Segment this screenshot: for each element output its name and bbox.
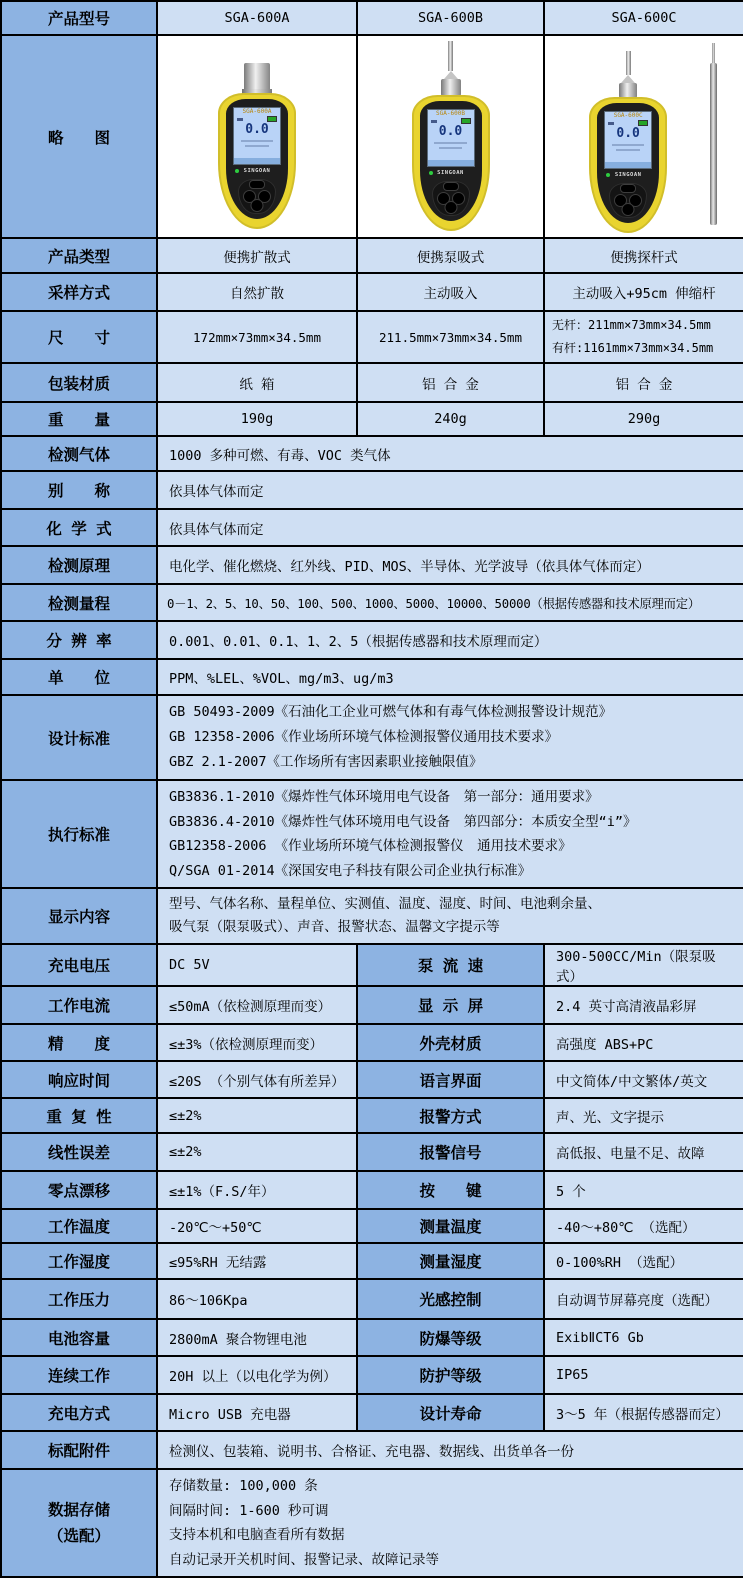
menu-button — [249, 180, 265, 189]
cell-value: 依具体气体而定 — [157, 509, 743, 546]
table-row — [1, 1394, 743, 1431]
cell-value: 0－1、2、5、10、50、100、500、1000、5000、10000、50000（根据传感器和技术原理而定） — [157, 584, 743, 621]
cell-value: 300-500CC/Min（限泵吸式） — [544, 944, 743, 986]
cell-value — [157, 780, 743, 888]
table-row — [1, 584, 743, 621]
table-row — [1, 888, 743, 944]
row-label: 标配附件 — [1, 1431, 157, 1469]
menu-button — [443, 182, 459, 191]
table-row — [1, 1024, 743, 1061]
standard-line: GB 50493-2009《石油化工企业可燃气体和有毒气体检测报警设计规范》 — [169, 704, 613, 720]
sensor-cap — [441, 79, 461, 96]
cell-value: 20H 以上（以电化学为例） — [157, 1356, 357, 1394]
row-label-line: 数据存储 — [47, 1501, 110, 1519]
table-row — [1, 695, 743, 780]
device-body — [412, 95, 490, 231]
cell-value: 高低报、电量不足、故障 — [544, 1133, 743, 1171]
row-label: 外壳材质 — [357, 1024, 544, 1061]
row-label: 泵 流 速 — [357, 944, 544, 986]
screen-reading: 0.0 — [438, 124, 463, 139]
cell-value: 240g — [357, 402, 544, 436]
table-row — [1, 471, 743, 509]
row-label — [1, 1469, 157, 1577]
row-label: 充电电压 — [1, 944, 157, 986]
cell-value: 2800mA 聚合物锂电池 — [157, 1319, 357, 1356]
cell-value — [544, 311, 743, 363]
cell-value: 检测仪、包装箱、说明书、合格证、充电器、数据线、出货单各一份 — [157, 1431, 743, 1469]
cell-value: 2.4 英寸高清液晶彩屏 — [544, 986, 743, 1024]
table-row — [1, 1171, 743, 1209]
row-label: 单 位 — [1, 659, 157, 695]
row-label: 电池容量 — [1, 1319, 157, 1356]
cell-value: 便携探杆式 — [544, 238, 743, 273]
cell-value: 3～5 年（根据传感器而定） — [544, 1394, 743, 1431]
enter-button — [622, 203, 635, 216]
cell-value — [157, 888, 743, 944]
device-face — [420, 101, 482, 221]
cell-value: ExibⅡCT6 Gb — [544, 1319, 743, 1356]
standard-line: GB12358-2006 《作业场所环境气体检测报警仪 通用技术要求》 — [169, 838, 572, 854]
cell-value: 190g — [157, 402, 357, 436]
screen-info-line — [434, 142, 466, 144]
pump-probe — [448, 41, 453, 71]
table-row — [1, 1243, 743, 1279]
table-row — [1, 1209, 743, 1243]
cell-value: 声、光、文字提示 — [544, 1098, 743, 1133]
row-label: 化 学 式 — [1, 509, 157, 546]
row-label: 重 复 性 — [1, 1098, 157, 1133]
cell-value — [157, 695, 743, 780]
table-row — [1, 1431, 743, 1469]
cell-value: -40～+80℃ （选配） — [544, 1209, 743, 1243]
keypad — [432, 181, 470, 216]
cell-value: 0-100%RH （选配） — [544, 1243, 743, 1279]
table-row — [1, 659, 743, 695]
cell-value: ≤50mA（依检测原理而变） — [157, 986, 357, 1024]
product-photo-cell-a — [157, 35, 357, 238]
model-name-a: SGA-600A — [157, 1, 357, 35]
device-screen — [427, 109, 475, 167]
cell-value: PPM、%LEL、%VOL、mg/m3、ug/m3 — [157, 659, 743, 695]
row-label: 报警方式 — [357, 1098, 544, 1133]
table-row — [1, 1061, 743, 1098]
header-label: 产品型号 — [1, 1, 157, 35]
screen-statusbar — [605, 162, 651, 168]
sensor-cap — [619, 83, 637, 98]
cell-value: 5 个 — [544, 1171, 743, 1209]
dimension-line: 无杆：211mm×73mm×34.5mm — [552, 318, 711, 332]
cell-value: 自然扩散 — [157, 273, 357, 311]
cell-value: 86～106Kpa — [157, 1279, 357, 1319]
row-label: 检测原理 — [1, 546, 157, 584]
cell-value: ≤±3%（依检测原理而变） — [157, 1024, 357, 1061]
device-illustration-sga-600b — [358, 37, 543, 236]
screen-info-line — [612, 144, 644, 146]
row-label-line: （选配） — [47, 1527, 110, 1545]
table-row — [1, 238, 743, 273]
row-label: 线性误差 — [1, 1133, 157, 1171]
enter-button — [251, 199, 264, 212]
table-row — [1, 1098, 743, 1133]
standard-line: GB3836.4-2010《爆炸性气体环境用电气设备 第四部分：本质安全型“i”》 — [169, 813, 637, 830]
device-body — [218, 93, 296, 229]
cell-value: ≤95%RH 无结露 — [157, 1243, 357, 1279]
row-label: 工作电流 — [1, 986, 157, 1024]
cell-value: ≤20S （个别气体有所差异） — [157, 1061, 357, 1098]
screen-reading: 0.0 — [616, 126, 640, 141]
row-label: 显示内容 — [1, 888, 157, 944]
enter-button — [444, 201, 457, 214]
cell-value: 290g — [544, 402, 743, 436]
probe-cone — [444, 71, 458, 79]
standard-line: GBZ 2.1-2007《工作场所有害因素职业接触限值》 — [169, 754, 483, 770]
row-label: 精 度 — [1, 1024, 157, 1061]
cell-value: 便携扩散式 — [157, 238, 357, 273]
table-row — [1, 1279, 743, 1319]
row-label: 重 量 — [1, 402, 157, 436]
table-row — [1, 1469, 743, 1577]
screen-info-line — [616, 149, 640, 151]
power-led — [235, 169, 239, 173]
device-face — [226, 99, 288, 219]
table-row — [1, 1319, 743, 1356]
cell-value: Micro USB 充电器 — [157, 1394, 357, 1431]
display-line: 型号、气体名称、量程单位、实测值、温度、湿度、时间、电池剩余量、 — [169, 896, 601, 912]
table-row — [1, 944, 743, 986]
cell-value: 铝 合 金 — [544, 363, 743, 402]
cell-value: 高强度 ABS+PC — [544, 1024, 743, 1061]
device-screen — [604, 111, 652, 169]
brand-label: SINGOAN — [243, 168, 271, 174]
cell-value: 便携泵吸式 — [357, 238, 544, 273]
table-row — [1, 1356, 743, 1394]
standard-line: GB 12358-2006《作业场所环境气体检测报警仪通用技术要求》 — [169, 729, 559, 745]
row-label: 零点漂移 — [1, 1171, 157, 1209]
storage-line: 支持本机和电脑查看所有数据 — [169, 1527, 345, 1543]
product-photo-cell-c — [544, 35, 743, 238]
sensor-cap — [244, 63, 270, 89]
row-label: 设计标准 — [1, 695, 157, 780]
cell-value: IP65 — [544, 1356, 743, 1394]
row-label: 包装材质 — [1, 363, 157, 402]
row-label: 防护等级 — [357, 1356, 544, 1394]
storage-line: 存储数量: 100,000 条 — [169, 1478, 318, 1494]
dimension-line: 有杆:1161mm×73mm×34.5mm — [552, 341, 714, 355]
table-row — [1, 35, 743, 238]
table-row — [1, 621, 743, 659]
keypad — [238, 179, 276, 214]
cell-value: ≤±1%（F.S/年） — [157, 1171, 357, 1209]
cell-value: 主动吸入 — [357, 273, 544, 311]
screen-statusbar — [428, 160, 474, 166]
row-label: 产品类型 — [1, 238, 157, 273]
row-label: 测量湿度 — [357, 1243, 544, 1279]
product-photo-cell-b — [357, 35, 544, 238]
standard-line: GB3836.1-2010《爆炸性气体环境用电气设备 第一部分：通用要求》 — [169, 789, 599, 805]
table-row — [1, 363, 743, 402]
table-row — [1, 509, 743, 546]
screen-model-text: SGA-600B — [436, 110, 465, 117]
sketch-label: 略 图 — [1, 35, 157, 238]
row-label: 充电方式 — [1, 1394, 157, 1431]
cell-value: ≤±2% — [157, 1098, 357, 1133]
row-label: 尺 寸 — [1, 311, 157, 363]
cell-value: 211.5mm×73mm×34.5mm — [357, 311, 544, 363]
brand-label: SINGOAN — [437, 170, 464, 176]
row-label: 别 称 — [1, 471, 157, 509]
cell-value: -20℃～+50℃ — [157, 1209, 357, 1243]
keypad — [609, 183, 647, 218]
screen-reading: 0.0 — [245, 122, 269, 137]
power-led — [429, 171, 433, 175]
table-row — [1, 780, 743, 888]
row-label: 显 示 屏 — [357, 986, 544, 1024]
cell-value: 电化学、催化燃烧、红外线、PID、MOS、半导体、光学波导（依具体气体而定） — [157, 546, 743, 584]
cell-value: 主动吸入+95cm 伸缩杆 — [544, 273, 743, 311]
device-illustration-sga-600c — [545, 37, 743, 236]
screen-info-line — [241, 140, 273, 142]
row-label: 分 辨 率 — [1, 621, 157, 659]
table-row — [1, 402, 743, 436]
cell-value: 0.001、0.01、0.1、1、2、5（根据传感器和技术原理而定） — [157, 621, 743, 659]
screen-info-line — [439, 147, 463, 149]
cell-value: ≤±2% — [157, 1133, 357, 1171]
row-label: 响应时间 — [1, 1061, 157, 1098]
cell-value: 纸 箱 — [157, 363, 357, 402]
telescopic-rod — [710, 63, 717, 225]
standard-line: Q/SGA 01-2014《深国安电子科技有限公司企业执行标准》 — [169, 862, 532, 879]
cell-value: 172mm×73mm×34.5mm — [157, 311, 357, 363]
storage-line: 间隔时间: 1-600 秒可调 — [169, 1502, 329, 1519]
device-body — [589, 97, 667, 233]
row-label: 检测气体 — [1, 436, 157, 471]
probe-cone — [621, 75, 635, 83]
model-name-b: SGA-600B — [357, 1, 544, 35]
row-label: 连续工作 — [1, 1356, 157, 1394]
screen-statusbar — [234, 158, 280, 164]
device-illustration-sga-600a — [158, 37, 356, 236]
row-label: 工作温度 — [1, 1209, 157, 1243]
storage-line: 自动记录开关机时间、报警记录、故障记录等 — [169, 1551, 439, 1568]
row-label: 工作压力 — [1, 1279, 157, 1319]
table-row — [1, 1133, 743, 1171]
table-row — [1, 311, 743, 363]
cell-value: 依具体气体而定 — [157, 471, 743, 509]
row-label: 检测量程 — [1, 584, 157, 621]
row-label: 光感控制 — [357, 1279, 544, 1319]
model-name-c: SGA-600C — [544, 1, 743, 35]
cell-value: 铝 合 金 — [357, 363, 544, 402]
cell-value: DC 5V — [157, 944, 357, 986]
pump-probe — [626, 51, 631, 75]
row-label: 防爆等级 — [357, 1319, 544, 1356]
cell-value — [157, 1469, 743, 1577]
table-row — [1, 1, 743, 35]
device-screen — [233, 107, 281, 165]
row-label: 测量温度 — [357, 1209, 544, 1243]
screen-model-text: SGA-600C — [613, 112, 643, 119]
row-label: 采样方式 — [1, 273, 157, 311]
brand-label: SINGOAN — [614, 172, 642, 178]
table-row — [1, 546, 743, 584]
table-row — [1, 986, 743, 1024]
cell-value: 自动调节屏幕亮度（选配） — [544, 1279, 743, 1319]
cell-value: 中文简体/中文繁体/英文 — [544, 1061, 743, 1098]
table-row — [1, 436, 743, 471]
row-label: 工作湿度 — [1, 1243, 157, 1279]
screen-model-text: SGA-600A — [242, 108, 272, 115]
row-label: 语言界面 — [357, 1061, 544, 1098]
table-row — [1, 273, 743, 311]
device-face — [597, 103, 659, 223]
power-led — [606, 173, 610, 177]
row-label: 报警信号 — [357, 1133, 544, 1171]
row-label: 按 键 — [357, 1171, 544, 1209]
cell-value: 1000 多种可燃、有毒、VOC 类气体 — [157, 436, 743, 471]
row-label: 执行标准 — [1, 780, 157, 888]
row-label: 设计寿命 — [357, 1394, 544, 1431]
display-line: 吸气泵（限泵吸式）、声音、报警状态、温馨文字提示等 — [169, 919, 500, 935]
screen-info-line — [245, 145, 269, 147]
menu-button — [620, 184, 636, 193]
